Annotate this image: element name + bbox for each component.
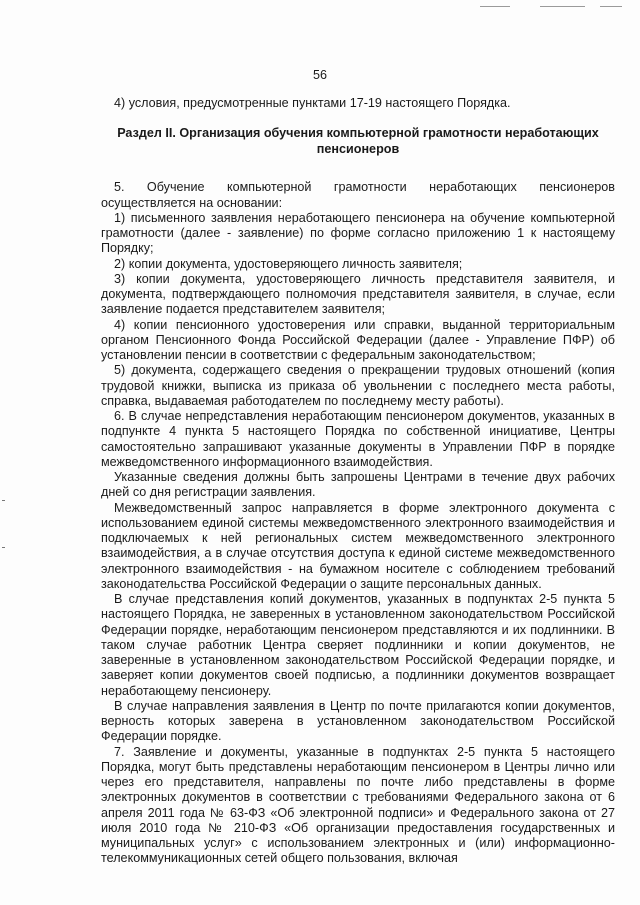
paragraph: 1) письменного заявления неработающего пенсионера на обучение компьютерной грамотности (далее - заявление) по форме согласно приложению 1 к настоящему Порядку; bbox=[101, 210, 615, 256]
document-body bbox=[101, 96, 615, 867]
paragraph: 7. Заявление и документы, указанные в подпунктах 2-5 пункта 5 настоящего Порядка, могут быть представлены неработающим пенсионером в Центры лично или через его представителя, направлены по почте либо представлены в форме электронных документов в соответствии с требованиями Федерального закона от 6 апреля 2011 года № 63-ФЗ «Об электронной подписи» и Федерального закона от 27 июля 2010 года № 210-ФЗ «Об организации предоставления государственных и муниципальных услуг» с использованием электронных и (или) информационно-телекоммуникационных сетей общего пользования, включая bbox=[101, 744, 615, 866]
paragraph: 3) копии документа, удостоверяющего личность представителя заявителя, и документа, подтверждающего полномочия представителя заявителя, в случае, если заявление подается представителем заявителя; bbox=[101, 271, 615, 317]
paragraph: В случае представления копий документов, указанных в подпунктах 2-5 пункта 5 настоящего Порядка, не заверенных в установленном законодательством Российской Федерации порядке, неработающим пенсионером представляются и их подлинники. В таком случае работник Центра сверяет подлинники и копии документов, не заверенные в установленном законодательством Российской Федерации порядке, и заверяет копии документов своей подписью, а подлинники документов возвращает неработающему пенсионеру. bbox=[101, 592, 615, 698]
section-heading: Раздел II. Организация обучения компьютерной грамотности неработающих пенсионеров bbox=[117, 126, 599, 156]
paragraph: 6. В случае непредставления неработающим пенсионером документов, указанных в подпункте 4 пункта 5 настоящего Порядка по собственной инициативе, Центры самостоятельно запрашивают указанные документы в Управлении ПФР в порядке межведомственного информационного взаимодействия. bbox=[101, 409, 615, 469]
paragraph: 5) документа, содержащего сведения о прекращении трудовых отношений (копия трудовой книжки, выписка из приказа об увольнении с последнего места работы, справка, выдаваемая работодателем по последнему месту работы). bbox=[101, 363, 615, 408]
scan-artifact bbox=[540, 6, 585, 7]
paragraph: 4) копии пенсионного удостоверения или справки, выданной территориальным органом Пенсионного Фонда Российской Федерации (далее - Управление ПФР) об установлении пенсии в соответствии с федеральным законодательством; bbox=[101, 317, 615, 362]
scan-artifact bbox=[600, 6, 622, 7]
paragraph: 5. Обучение компьютерной грамотности неработающих пенсионеров осуществляется на основании: bbox=[101, 180, 615, 210]
paragraph: В случае направления заявления в Центр по почте прилагаются копии документов, верность которых заверена в установленном законодательством Российской Федерации порядке. bbox=[101, 698, 615, 744]
scan-artifact bbox=[2, 547, 5, 548]
intro-line: 4) условия, предусмотренные пунктами 17-19 настоящего Порядка. bbox=[114, 96, 511, 110]
paragraph: Указанные сведения должны быть запрошены Центрами в течение двух рабочих дней со дня регистрации заявления. bbox=[101, 470, 615, 500]
scan-artifact bbox=[480, 6, 510, 7]
paragraph: 2) копии документа, удостоверяющего личность заявителя; bbox=[114, 256, 463, 271]
page-number: 56 bbox=[312, 68, 327, 82]
scan-artifact bbox=[2, 500, 5, 501]
paragraph: Межведомственный запрос направляется в форме электронного документа с использованием единой системы межведомственного электронного взаимодействия и подключаемых к ней региональных систем межведомственного электронного взаимодействия, а в случае отсутствия доступа к единой системе межведомственного электронного взаимодействия - на бумажном носителе с соблюдением требований законодательства Российской Федерации о защите персональных данных. bbox=[101, 500, 615, 591]
